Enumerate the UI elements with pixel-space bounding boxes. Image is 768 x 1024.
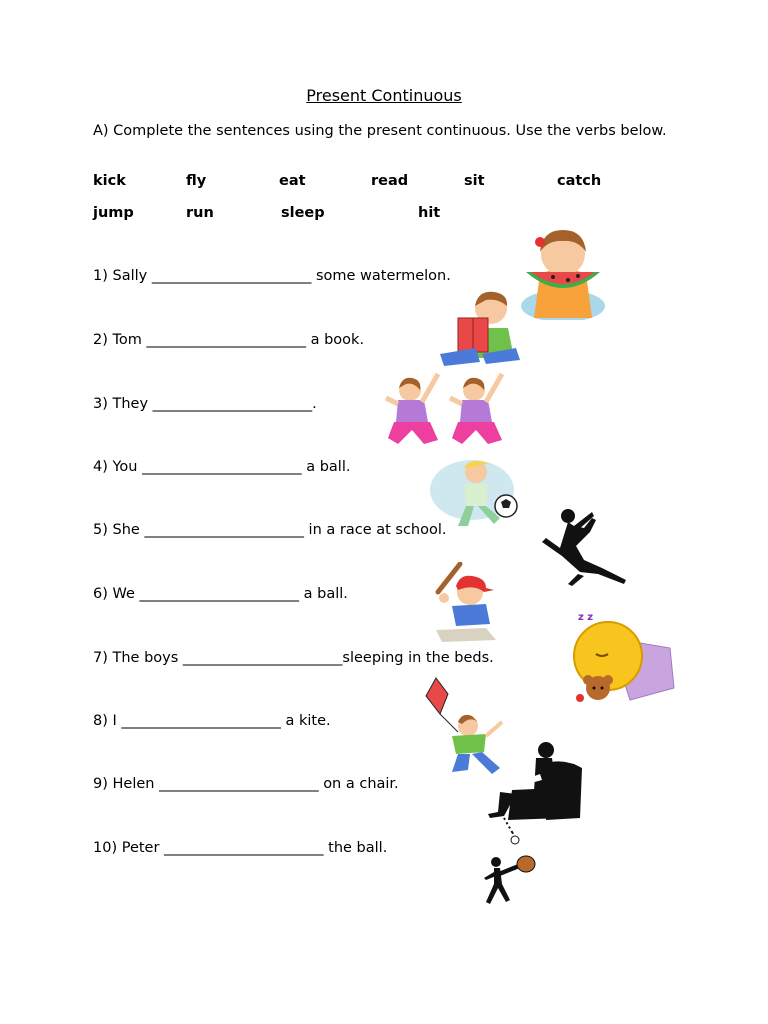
answer-blank[interactable]: ______________________ [151, 268, 312, 284]
kids-jumping-illustration [382, 368, 510, 448]
question-10: 10) Peter ______________________ the ball. [93, 840, 388, 856]
answer-blank[interactable]: ______________________ [121, 713, 281, 729]
verb-read: read [371, 173, 409, 189]
verb-jump: jump [93, 205, 134, 221]
answer-blank[interactable]: ______________________ [182, 650, 343, 666]
answer-blank[interactable]: ______________________ [144, 522, 304, 538]
answer-blank[interactable]: ______________________ [142, 459, 302, 475]
girl-kicking-ball-illustration [430, 456, 520, 532]
instructions: A) Complete the sentences using the present continuous. Use the verbs below. [93, 123, 667, 139]
svg-text:z z: z z [578, 612, 594, 623]
verb-fly: fly [186, 173, 207, 189]
sleeping-moon-teddy-illustration [570, 608, 676, 708]
question-6: 6) We ______________________ a ball. [93, 586, 348, 602]
girl-eating-watermelon-illustration [518, 224, 608, 320]
question-1: 1) Sally ______________________ some watermelon. [93, 268, 451, 284]
question-4: 4) You ______________________ a ball. [93, 459, 351, 475]
question-8: 8) I ______________________ a kite. [93, 713, 331, 729]
answer-blank[interactable]: ______________________ [159, 776, 319, 792]
question-3: 3) They ______________________. [93, 396, 317, 412]
answer-blank[interactable]: ______________________ [152, 396, 313, 412]
verb-kick: kick [93, 173, 126, 189]
question-7: 7) The boys ______________________sleeping in the beds. [93, 650, 494, 666]
answer-blank[interactable]: ______________________ [139, 586, 300, 602]
verb-sit: sit [464, 173, 485, 189]
page-title: Present Continuous [306, 86, 462, 105]
boy-batting-illustration [430, 562, 502, 642]
question-2: 2) Tom ______________________ a book. [93, 332, 365, 348]
answer-blank[interactable]: ______________________ [146, 332, 306, 348]
question-5: 5) She ______________________ in a race at school. [93, 522, 447, 538]
verb-eat: eat [279, 173, 306, 189]
boy-reading-book-illustration [436, 288, 524, 370]
verb-run: run [186, 205, 214, 221]
question-9: 9) Helen ______________________ on a chair. [93, 776, 399, 792]
verb-hit: hit [418, 205, 441, 221]
verb-sleep: sleep [281, 205, 325, 221]
boy-catching-ball-illustration [480, 854, 540, 908]
answer-blank[interactable]: ______________________ [164, 840, 324, 856]
runner-silhouette-illustration [538, 504, 632, 586]
verb-catch: catch [557, 173, 602, 189]
woman-sitting-chair-illustration [482, 738, 586, 846]
